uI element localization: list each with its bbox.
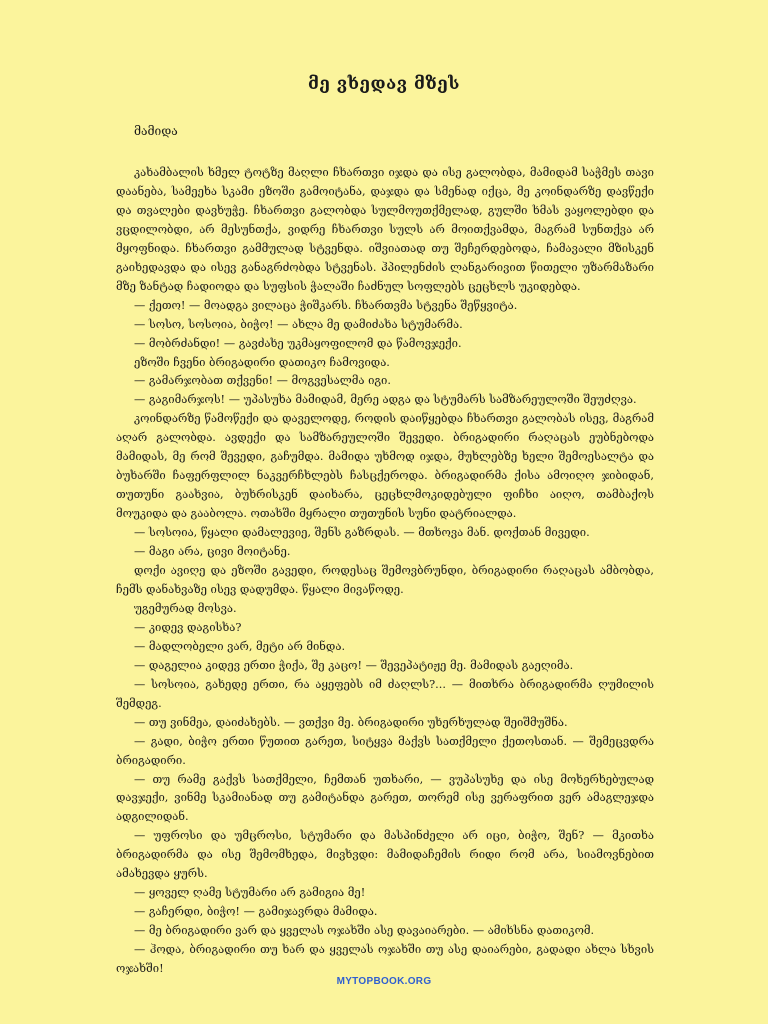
dialogue-line: — გამარჯობათ თქვენი! — მოგვესალმა იგი. [134,374,391,388]
document-title: მე ვხედავ მზეს [308,74,460,94]
dialogue-line: — გადი, ბიჭო ერთი წუთით გარეთ, სიტყვა მაქვს სათქმელი ქეთოსთან. — შემეცვდრა ბრიგადირი. [116,734,654,767]
dialogue-line: — სოსოია, გახედე ერთი, რა აყეფებს იმ ძაღლს?... — მითხრა ბრიგადირმა ღუმილის შემდეგ. [116,677,654,710]
dialogue-line: — სოსოია, წყალი დამალევიე, შენს გაზრდას. — მთხოვა მან. დოქთან მივედი. [134,526,590,540]
dialogue-line: — ქეთო! — მოადგა ვილაცა ჭიშკარს. ჩხართვმა სტვენა შეწყვიტა. [134,298,518,312]
dialogue-line: — მე ბრიგადირი ვარ და ყველას ოჯახში ასე დავაიარები. — ამიხსნა დათიკომ. [134,924,595,938]
dialogue-line: — გაგიმარჯოს! — უპასუხა მამიდამ, მერე ადგა და სტუმარს სამზარეულოში შეუძღვა. [134,393,637,407]
dialogue-line: — გაჩერდი, ბიჭო! — გამიჯავრდა მამიდა. [134,905,378,919]
dialogue-line: — თუ რამე გაქვს სათქმელი, ჩემთან უთხარი, — ვუპასუხე და ისე მოხერხებულად დავჯექი, ვინმე სკამიანად თუ გამიტანდა გარეთ, თორემ ისე ვერაფრით ვერ ამაგლეჯდა ადგილიდან. [116,772,654,824]
dialogue-line: — თუ ვინმეა, დაიძახებს. — ვთქვი მე. ბრიგადირი უხერხულად შეიშმუშნა. [134,715,568,729]
paragraph: ეზოში ჩვენი ბრიგადირი დათიკო ჩამოვიდა. [134,355,390,369]
dialogue-line: — დაგელია კიდევ ერთი ჭიქა, შე კაცო! — შევეპატიჟე მე. მამიდას გაეღიმა. [134,658,574,672]
paragraph: უგემურად მოსვა. [134,601,237,615]
dialogue-line: — უფროსი და უმცროსი, სტუმარი და მასპინძელი არ იცი, ბიჭო, შენ? — მკითხა ბრიგადირმა და ისე შემომხედა, მივხვდი: მამიდაჩემის რიდი რომ არა, სიამოვნებით ამახევდა ყურს. [116,829,654,881]
dialogue-line: — მადლობელი ვარ, მეტი არ მინდა. [134,639,346,653]
dialogue-line: — მობრძანდი! — გავძახე უკმაყოფილომ და წამოვჯექი. [134,336,462,350]
paragraph: დოქი ავიღე და ეზოში გავედი, როდესაც შემოვბრუნდი, ბრიგადირი რაღაცას ამბობდა, ჩემს დანახვაზე ისევ დადუმდა. წყალი მივაწოდე. [116,564,654,596]
dialogue-line: — სოსო, სოსოია, ბიჭო! — ახლა მე დამიძახა სტუმარმა. [134,317,463,331]
dialogue-line: — ყოველ ღამე სტუმარი არ გამიგია მე! [134,886,366,900]
author-name: მამიდა [134,124,178,138]
dialogue-line: — კიდევ დაგისხა? [134,620,242,634]
story-body [116,164,654,979]
paragraph: კახამბალის ხმელ ტოტზე მაღლი ჩხართვი იჯდა და ისე გალობდა, მამიდამ საჭმეს თავი დაანება, სამეეხა სკამი ეზოში გამოიტანა, დაჯდა და სმენად იქცა, მე კოინდარზე დავწექი და თვალები დავხუჭე. ჩხართვი გალობდა სულმოუთქმელად, გულში ხმას ვაყოლებდი და ვცდილობდი, არ მესუნთქა, ვიდრე ჩხართვი სულს არ მოითქვამდა, მაგრამ სუნთქვა არ მყოფნიდა. ჩხართვი გამმულად სტვენდა. იშვიათად თუ შეჩერდებოდა, ჩამავალი მზისკენ გაიხედავდა და ისევ განაგრძობდა სტვენას. ჰპილენძის ლანგარივით წითელი უზარმაზარი მზე ზანტად ჩადიოდა და სუფსის ჭალაში ჩაძნულ სოფლებს ცეცხლს უკიდებდა. [116,166,654,293]
dialogue-line: — მაგი არა, ცივი მოიტანე. [134,545,291,559]
paragraph: კოინდარზე წამოწექი და დაველოდე, როდის დაიწყებდა ჩხართვი გალობას ისევ, მაგრამ აღარ გალობდა. ავდექი და სამზარეულოში შევედი. ბრიგადირი რაღაცას ეუბნებოდა მამიდას, მე რომ შევედი, გაჩუმდა. მამიდა უხმოდ იჯდა, მუხლებზე ხელი შემოესალტა და ბუხარში ჩაფერფლილ ნაკვერჩხლებს ჩასცქეროდა. ბრიგადირმა ქისა ამოიღო ჯიბიდან, თუთუნი გაახვია, ბუხრისკენ დაიხარა, ცეცხლმოკიდებული ფიჩხი აიღო, თამბაქოს მოუკიდა და გააბოლა. ოთახში მყრალი თუთუნის სუნი დატრიალდა. [116,412,654,521]
dialogue-line: — ჰოდა, ბრიგადირი თუ ხარ და ყველას ოჯახში თუ ასე დაიარები, გადადი ახლა სხვის ოჯახში! [116,943,654,976]
footer-site-link[interactable]: MYTOPBOOK.ORG [336,976,432,987]
